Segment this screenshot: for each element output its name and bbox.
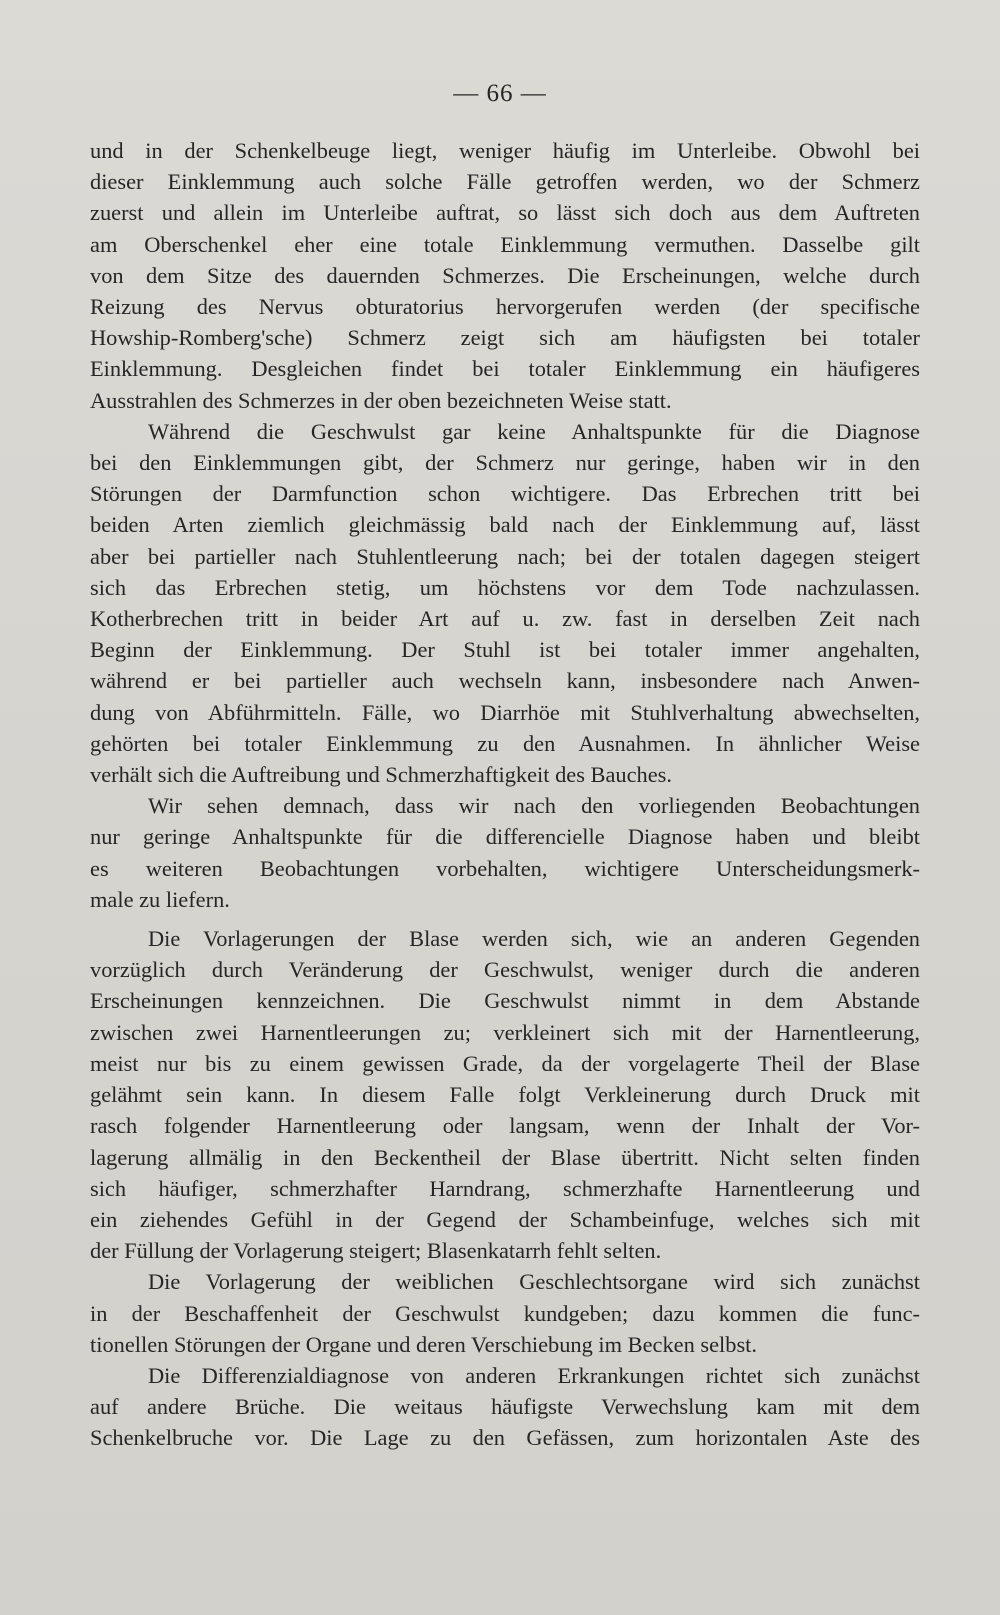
text-line: beiden Arten ziemlich gleichmässig bald nach der Einklemmung auf, lässt [90,512,920,538]
text-line: und in der Schenkelbeuge liegt, weniger häufig im Unterleibe. Obwohl bei [90,138,920,163]
text-line: sich häufiger, schmerzhafter Harndrang, schmerzhafte Harnentleerung und [90,1175,920,1201]
text-line: lagerung allmälig in den Beckentheil der Blase übertritt. Nicht selten finden [90,1144,920,1170]
text-line: Während die Geschwulst gar keine Anhaltspunkte für die Diagnose [148,418,920,444]
text-line: Wir sehen demnach, dass wir nach den vorliegenden Beobachtungen [148,793,920,819]
text-line: Beginn der Einklemmung. Der Stuhl ist bei totaler immer angehalten, [90,637,920,663]
paragraph [90,1360,920,1454]
text-line: male zu liefern. [90,886,230,912]
text-line: es weiteren Beobachtungen vorbehalten, wichtigere Unterscheidungsmerk- [90,855,920,881]
text-line: Die Vorlagerungen der Blase werden sich, wie an anderen Gegenden [148,926,920,952]
text-line: Ausstrahlen des Schmerzes in der oben bezeichneten Weise statt. [90,387,672,413]
text-line: ein ziehendes Gefühl in der Gegend der Schambeinfuge, welches sich mit [90,1206,920,1232]
text-line: bei den Einklemmungen gibt, der Schmerz nur geringe, haben wir in den [90,450,920,476]
text-line: rasch folgender Harnentleerung oder langsam, wenn der Inhalt der Vor- [90,1113,920,1139]
text-line: sich das Erbrechen stetig, um höchstens vor dem Tode nachzulassen. [90,574,920,600]
paragraph [90,790,920,915]
text-line: Schenkelbruche vor. Die Lage zu den Gefässen, zum horizontalen Aste des [90,1425,920,1451]
text-line: nur geringe Anhaltspunkte für die differencielle Diagnose haben und bleibt [90,824,920,850]
paragraph [90,923,920,1266]
text-line: tionellen Störungen der Organe und deren Verschiebung im Becken selbst. [90,1331,757,1357]
text-line: Die Differenzialdiagnose von anderen Erkrankungen richtet sich zunächst [148,1362,920,1388]
text-line: aber bei partieller nach Stuhlentleerung nach; bei der totalen dagegen steigert [90,543,920,569]
text-line: zwischen zwei Harnentleerungen zu; verkleinert sich mit der Harnentleerung, [90,1019,920,1045]
text-line: zuerst und allein im Unterleibe auftrat, so lässt sich doch aus dem Auftreten [90,200,920,226]
paragraph [90,416,920,790]
text-line: verhält sich die Auftreibung und Schmerzhaftigkeit des Bauches. [90,762,672,788]
text-line: während er bei partieller auch wechseln kann, insbesondere nach Anwen- [90,668,920,694]
text-line: in der Beschaffenheit der Geschwulst kundgeben; dazu kommen die func- [90,1300,920,1326]
text-line: von dem Sitze des dauernden Schmerzes. Die Erscheinungen, welche durch [90,262,920,288]
paragraph [90,1266,920,1360]
text-line: Die Vorlagerung der weiblichen Geschlechtsorgane wird sich zunächst [148,1269,920,1295]
paragraph-gap [90,915,920,923]
page-number: — 66 — [453,80,547,107]
paragraph [90,135,920,416]
text-line: Howship-Romberg'sche) Schmerz zeigt sich am häufigsten bei totaler [90,325,920,351]
body-text [90,135,920,1454]
text-line: der Füllung der Vorlagerung steigert; Blasenkatarrh fehlt selten. [90,1238,662,1264]
text-line: dieser Einklemmung auch solche Fälle getroffen werden, wo der Schmerz [90,169,920,195]
text-line: gelähmt sein kann. In diesem Falle folgt Verkleinerung durch Druck mit [90,1082,920,1108]
text-line: Reizung des Nervus obturatorius hervorgerufen werden (der specifische [90,294,920,320]
text-line: gehörten bei totaler Einklemmung zu den Ausnahmen. In ähnlicher Weise [90,730,920,756]
text-line: auf andere Brüche. Die weitaus häufigste Verwechslung kam mit dem [90,1394,920,1420]
text-line: dung von Abführmitteln. Fälle, wo Diarrhöe mit Stuhlverhaltung abwechselten, [90,699,920,725]
text-line: Einklemmung. Desgleichen findet bei totaler Einklemmung ein häufigeres [90,356,920,382]
text-line: meist nur bis zu einem gewissen Grade, da der vorgelagerte Theil der Blase [90,1050,920,1076]
text-line: am Oberschenkel eher eine totale Einklemmung vermuthen. Dasselbe gilt [90,231,920,257]
text-line: Kotherbrechen tritt in beider Art auf u. zw. fast in derselben Zeit nach [90,606,920,632]
text-line: vorzüglich durch Veränderung der Geschwulst, weniger durch die anderen [90,957,920,983]
text-line: Erscheinungen kennzeichnen. Die Geschwulst nimmt in dem Abstande [90,988,920,1014]
text-line: Störungen der Darmfunction schon wichtigere. Das Erbrechen tritt bei [90,481,920,507]
